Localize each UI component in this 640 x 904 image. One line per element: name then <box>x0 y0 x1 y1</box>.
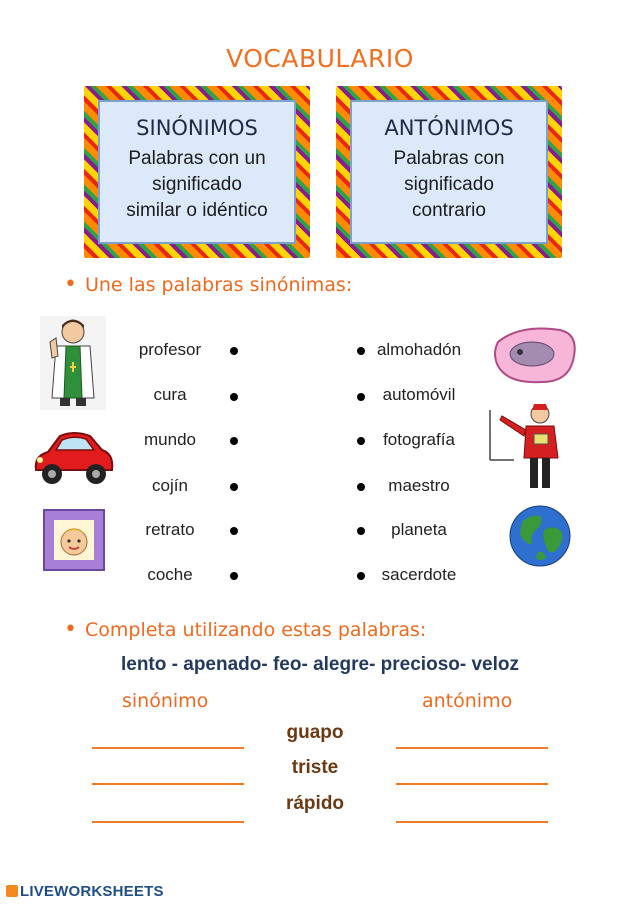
teacher-icon <box>488 400 568 492</box>
column-header-synonym: sinónimo <box>122 690 209 712</box>
answer-blank-antonym[interactable] <box>396 783 548 785</box>
left-word: coche <box>147 565 193 584</box>
left-word: retrato <box>145 520 195 539</box>
answer-blank-synonym[interactable] <box>92 821 244 823</box>
right-word: maestro <box>388 476 450 495</box>
column-header-antonym: antónimo <box>422 690 513 712</box>
answer-blank-antonym[interactable] <box>396 821 548 823</box>
card-synonyms-heading: SINÓNIMOS <box>136 116 258 140</box>
right-word: almohadón <box>376 340 462 359</box>
card-synonyms-line: significado <box>152 174 242 195</box>
prompt-word: rápido <box>285 793 345 814</box>
left-word: cojín <box>152 476 188 495</box>
card-antonyms-line: contrario <box>412 200 486 221</box>
left-word: cura <box>153 385 187 404</box>
card-synonyms <box>84 86 310 258</box>
card-antonyms-line: Palabras con <box>393 148 505 169</box>
section-complete-title: Completa utilizando estas palabras: <box>84 619 427 641</box>
left-word: mundo <box>144 430 196 449</box>
card-antonyms-body <box>352 146 546 224</box>
prompt-word: triste <box>291 757 339 778</box>
answer-blank-synonym[interactable] <box>92 783 244 785</box>
section-matching-heading <box>64 272 352 297</box>
word-bank: lento - apenado- feo- alegre- precioso- veloz <box>120 654 519 675</box>
card-antonyms-inner <box>350 100 548 244</box>
card-antonyms <box>336 86 562 258</box>
right-word: sacerdote <box>381 565 457 584</box>
right-word: automóvil <box>382 385 456 404</box>
card-synonyms-line: similar o idéntico <box>126 200 268 221</box>
match-dot-left[interactable] <box>230 483 238 491</box>
page-title: VOCABULARIO <box>226 44 414 73</box>
match-dot-left[interactable] <box>230 572 238 580</box>
footer-brand[interactable] <box>6 883 164 900</box>
card-synonyms-inner <box>98 100 296 244</box>
liveworksheets-logo-icon <box>6 885 18 897</box>
card-synonyms-body <box>100 146 294 224</box>
card-antonyms-line: significado <box>404 174 494 195</box>
card-antonyms-heading: ANTÓNIMOS <box>384 116 514 140</box>
pillow-icon <box>490 322 580 388</box>
match-dot-left[interactable] <box>230 347 238 355</box>
answer-blank-synonym[interactable] <box>92 747 244 749</box>
match-dot-left[interactable] <box>230 527 238 535</box>
match-dot-left[interactable] <box>230 437 238 445</box>
bullet: • <box>64 617 77 642</box>
left-word: profesor <box>138 340 202 359</box>
match-dot-left[interactable] <box>230 393 238 401</box>
globe-icon <box>508 504 572 568</box>
section-matching-title: Une las palabras sinónimas: <box>84 274 353 296</box>
car-icon <box>30 426 116 494</box>
footer-brand-text: LIVEWORKSHEETS <box>20 883 164 900</box>
answer-blank-antonym[interactable] <box>396 747 548 749</box>
bullet: • <box>64 272 77 297</box>
card-synonyms-line: Palabras con un <box>128 148 266 169</box>
priest-icon <box>40 316 106 410</box>
right-word: planeta <box>391 520 447 539</box>
section-complete-heading <box>64 617 426 642</box>
right-word: fotografía <box>383 430 455 449</box>
picture-frame-icon <box>42 508 106 572</box>
prompt-word: guapo <box>286 722 344 743</box>
